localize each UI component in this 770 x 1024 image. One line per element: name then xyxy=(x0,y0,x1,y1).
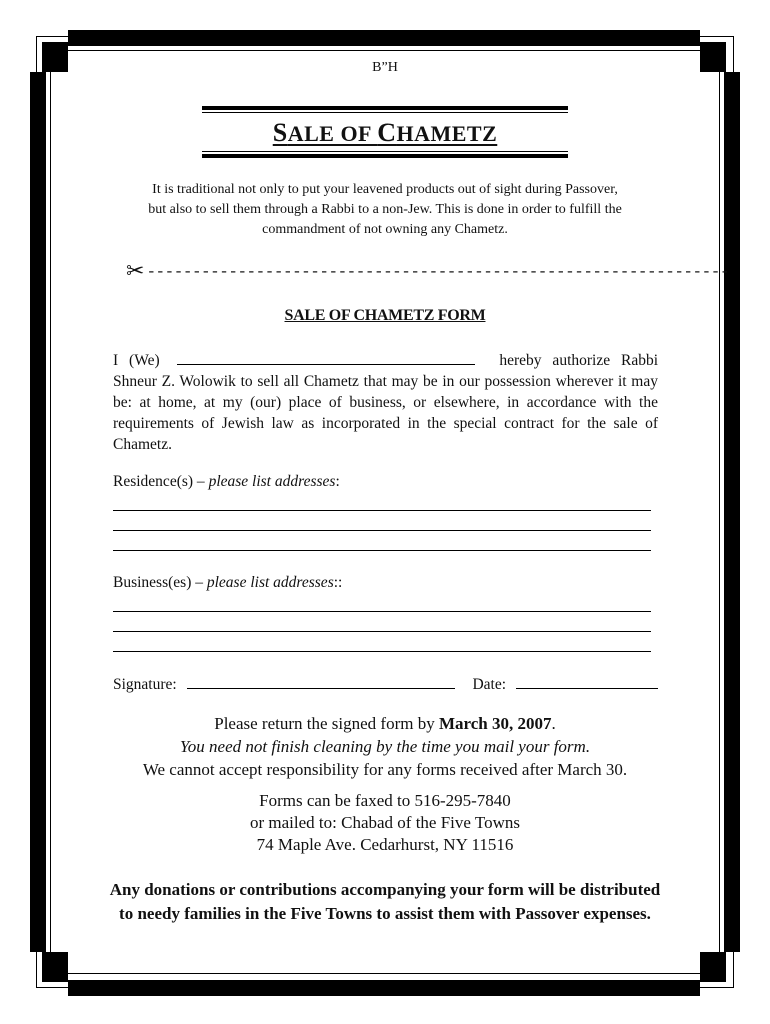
return-info xyxy=(0,712,770,781)
title-rule-bottom-thin xyxy=(202,151,568,152)
title-rule-top xyxy=(202,106,568,110)
intro-line: It is traditional not only to put your leavened products out of sight during Passover, xyxy=(152,182,618,197)
residence-address-line[interactable] xyxy=(113,510,651,511)
intro-line: but also to sell them through a Rabbi to a non-Jew. This is done in order to fulfill the xyxy=(148,202,622,217)
form-title: SALE OF CHAMETZ FORM xyxy=(284,307,486,324)
authorize-text: hereby authorize Rabbi Shneur Z. Wolowik to sell all Chametz that may be in our possession wherever it may be: at home, at my (our) place of business, or elsewhere, in accordance with the requirements of Jewish law as incorporated in the special contract for the sale of Chametz. xyxy=(113,352,658,453)
signature-row xyxy=(113,674,664,694)
return-deadline-line: Please return the signed form by March 30, 2007. xyxy=(214,714,556,733)
business-label: Business(es) – please list addresses:: xyxy=(113,574,343,591)
fax-line: Forms can be faxed to 516-295-7840 xyxy=(259,791,511,810)
page-title: SALE OF CHAMETZ xyxy=(272,118,498,147)
residence-label: Residence(s) – please list addresses: xyxy=(113,473,340,490)
address-line: 74 Maple Ave. Cedarhurst, NY 11516 xyxy=(256,835,514,854)
business-address-line[interactable] xyxy=(113,631,651,632)
residence-address-line[interactable] xyxy=(113,550,651,551)
cut-dashes: ---------------------------------------------------------------- xyxy=(146,263,729,281)
business-address-line[interactable] xyxy=(113,611,651,612)
title-rule-bottom xyxy=(202,154,568,158)
intro-text xyxy=(110,180,660,240)
title-rule-top-thin xyxy=(202,112,568,113)
scissors-icon: ✂ xyxy=(126,258,145,283)
bh-header: B”H xyxy=(372,60,398,75)
signature-label: Signature: xyxy=(113,676,177,693)
cut-line xyxy=(126,258,729,284)
i-we-label: I (We) xyxy=(113,352,160,369)
date-label: Date: xyxy=(472,676,507,693)
signature-field[interactable] xyxy=(187,674,455,689)
deadline-date: March 30, 2007 xyxy=(438,714,552,733)
cleaning-note: You need not finish cleaning by the time you mail your form. xyxy=(179,737,591,756)
business-address-line[interactable] xyxy=(113,651,651,652)
date-field[interactable] xyxy=(516,674,658,689)
donation-note: Any donations or contributions accompanying your form will be distributed to needy families in the Five Towns to assist them with Passover expenses. xyxy=(109,880,661,923)
intro-line: commandment of not owning any Chametz. xyxy=(262,222,508,237)
authorization-paragraph xyxy=(113,350,658,455)
contact-info xyxy=(0,790,770,856)
name-field[interactable] xyxy=(177,350,475,365)
mail-line: or mailed to: Chabad of the Five Towns xyxy=(250,813,520,832)
responsibility-note: We cannot accept responsibility for any forms received after March 30. xyxy=(142,760,628,779)
residence-address-line[interactable] xyxy=(113,530,651,531)
